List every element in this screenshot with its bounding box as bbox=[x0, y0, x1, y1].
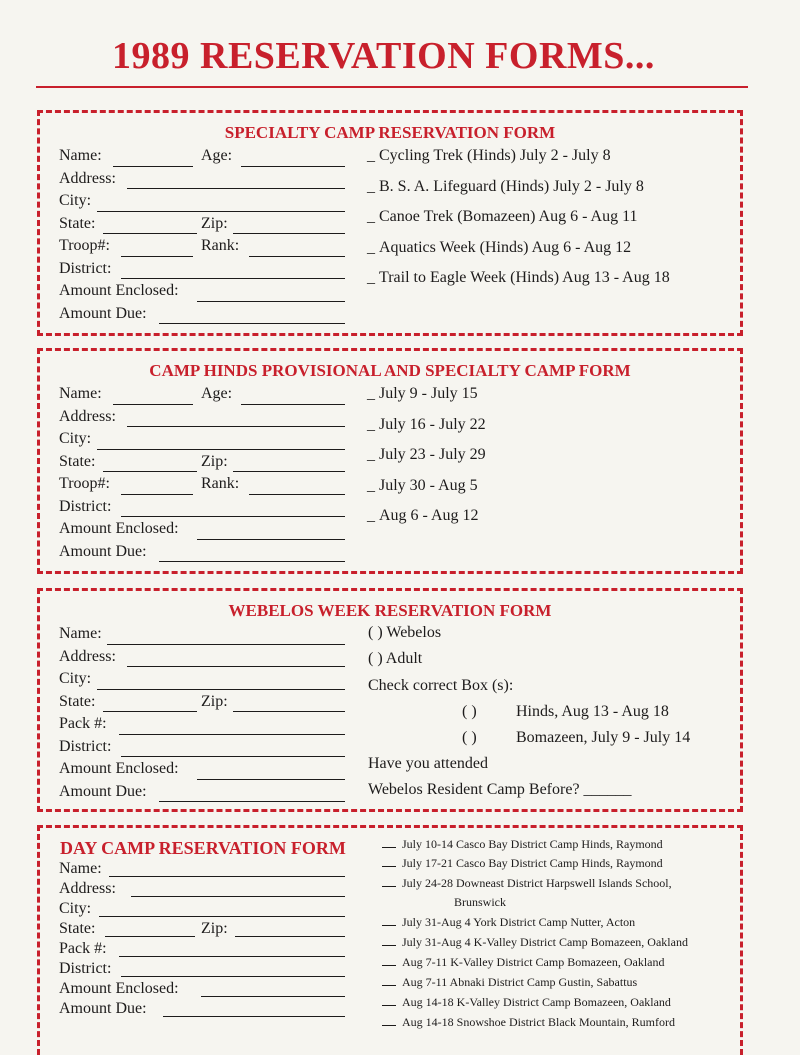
state-zip-row bbox=[59, 453, 359, 476]
city-label: City: bbox=[59, 192, 92, 209]
troop-rank-row bbox=[59, 475, 359, 498]
name-field[interactable] bbox=[107, 644, 345, 645]
amount-due-label: Amount Due: bbox=[59, 782, 147, 800]
age-field[interactable] bbox=[241, 166, 345, 167]
day-camp-option[interactable]: July 17-21 Casco Bay District Camp Hinds, Raymond bbox=[382, 856, 663, 871]
city-field[interactable] bbox=[97, 689, 345, 690]
district-row bbox=[59, 260, 359, 283]
address-field[interactable] bbox=[127, 188, 345, 189]
amount-enclosed-field[interactable] bbox=[197, 301, 345, 302]
day-camp-option[interactable]: Aug 7-11 K-Valley District Camp Bomazeen, Oakland bbox=[382, 955, 665, 970]
amount-due-label: Amount Due: bbox=[59, 542, 147, 560]
day-camp-form bbox=[37, 825, 743, 1055]
name-row bbox=[59, 625, 359, 648]
hinds-week-option[interactable]: _ July 30 - Aug 5 bbox=[367, 476, 478, 494]
name-field[interactable] bbox=[113, 166, 193, 167]
city-field[interactable] bbox=[97, 449, 345, 450]
pack-row bbox=[59, 715, 359, 738]
amount-enclosed-label: Amount Enclosed: bbox=[59, 760, 179, 777]
name-label: Name: bbox=[59, 147, 102, 164]
address-field[interactable] bbox=[131, 896, 345, 897]
page-title: 1989 RESERVATION FORMS... bbox=[112, 35, 655, 77]
attended-question-line1: Have you attended bbox=[368, 755, 488, 772]
address-field[interactable] bbox=[127, 426, 345, 427]
city-row bbox=[59, 192, 359, 215]
state-label: State: bbox=[59, 920, 96, 937]
pack-label: Pack #: bbox=[59, 715, 107, 732]
day-camp-option[interactable]: July 10-14 Casco Bay District Camp Hinds, Raymond bbox=[382, 837, 663, 852]
amount-due-label: Amount Due: bbox=[59, 304, 147, 322]
amount-due-field[interactable] bbox=[159, 323, 345, 324]
address-label: Address: bbox=[59, 880, 116, 897]
address-row bbox=[59, 648, 359, 671]
amount-due-row bbox=[59, 783, 359, 806]
amount-due-field[interactable] bbox=[159, 561, 345, 562]
district-row bbox=[59, 960, 359, 980]
age-label: Age: bbox=[201, 385, 233, 402]
age-label: Age: bbox=[201, 147, 233, 164]
troop-field[interactable] bbox=[121, 494, 193, 495]
state-zip-row bbox=[59, 215, 359, 238]
district-field[interactable] bbox=[121, 516, 345, 517]
state-field[interactable] bbox=[103, 471, 197, 472]
district-label: District: bbox=[59, 259, 112, 277]
name-field[interactable] bbox=[113, 404, 193, 405]
amount-due-field[interactable] bbox=[163, 1016, 345, 1017]
city-label: City: bbox=[59, 670, 92, 687]
specialty-options bbox=[367, 147, 737, 300]
day-camp-option[interactable]: Aug 14-18 Snowshoe District Black Mountain, Rumford bbox=[382, 1015, 675, 1030]
specialty-option[interactable]: _ Aquatics Week (Hinds) Aug 6 - Aug 12 bbox=[367, 238, 632, 256]
bomazeen-option-label: Bomazeen, July 9 - July 14 bbox=[516, 729, 691, 746]
address-field[interactable] bbox=[127, 666, 345, 667]
day-camp-option-continued: Brunswick bbox=[454, 895, 506, 909]
hinds-fields bbox=[59, 385, 359, 565]
address-label: Address: bbox=[59, 647, 116, 665]
amount-enclosed-row bbox=[59, 760, 359, 783]
day-camp-option[interactable]: July 31-Aug 4 K-Valley District Camp Bomazeen, Oakland bbox=[382, 935, 688, 950]
amount-due-row bbox=[59, 1000, 359, 1020]
district-row bbox=[59, 738, 359, 761]
amount-enclosed-label: Amount Enclosed: bbox=[59, 282, 179, 299]
amount-enclosed-field[interactable] bbox=[197, 539, 345, 540]
amount-enclosed-label: Amount Enclosed: bbox=[59, 520, 179, 537]
zip-label: Zip: bbox=[201, 214, 228, 232]
pack-label: Pack #: bbox=[59, 940, 107, 957]
name-field[interactable] bbox=[109, 876, 345, 877]
city-label: City: bbox=[59, 430, 92, 447]
city-row bbox=[59, 900, 359, 920]
hinds-week-option[interactable]: _ July 16 - July 22 bbox=[367, 415, 486, 433]
camp-hinds-form bbox=[37, 348, 743, 574]
hinds-option-label: Hinds, Aug 13 - Aug 18 bbox=[516, 703, 669, 720]
day-camp-form-title: DAY CAMP RESERVATION FORM bbox=[60, 838, 346, 858]
title-rule bbox=[36, 86, 748, 88]
hinds-week-option[interactable]: _ July 23 - July 29 bbox=[367, 446, 486, 463]
district-label: District: bbox=[59, 497, 112, 515]
zip-field[interactable] bbox=[233, 233, 345, 234]
hinds-week-option[interactable]: _ Aug 6 - Aug 12 bbox=[367, 507, 479, 524]
district-field[interactable] bbox=[121, 976, 345, 977]
specialty-camp-form bbox=[37, 110, 743, 336]
name-label: Name: bbox=[59, 860, 102, 877]
webelos-fields bbox=[59, 625, 359, 805]
amount-due-row bbox=[59, 305, 359, 328]
district-label: District: bbox=[59, 737, 112, 755]
rank-field[interactable] bbox=[249, 494, 345, 495]
amount-due-field[interactable] bbox=[159, 801, 345, 802]
day-camp-option[interactable]: Aug 14-18 K-Valley District Camp Bomazeen, Oakland bbox=[382, 995, 671, 1010]
amount-enclosed-row bbox=[59, 980, 359, 1000]
zip-label: Zip: bbox=[201, 920, 228, 937]
specialty-option[interactable]: _ B. S. A. Lifeguard (Hinds) July 2 - July 8 bbox=[367, 177, 644, 195]
district-row bbox=[59, 498, 359, 521]
state-label: State: bbox=[59, 214, 96, 232]
check-box-instruction: Check correct Box (s): bbox=[368, 677, 514, 694]
specialty-option[interactable]: _ Canoe Trek (Bomazeen) Aug 6 - Aug 11 bbox=[367, 208, 638, 225]
rank-label: Rank: bbox=[201, 475, 240, 492]
city-row bbox=[59, 670, 359, 693]
zip-field[interactable] bbox=[233, 471, 345, 472]
hinds-checkbox[interactable]: ( ) bbox=[462, 703, 477, 720]
troop-field[interactable] bbox=[121, 256, 193, 257]
name-label: Name: bbox=[59, 385, 102, 402]
zip-label: Zip: bbox=[201, 692, 228, 710]
zip-label: Zip: bbox=[201, 452, 228, 470]
address-label: Address: bbox=[59, 169, 116, 187]
city-field[interactable] bbox=[99, 916, 345, 917]
name-label: Name: bbox=[59, 625, 102, 642]
hinds-form-title: CAMP HINDS PROVISIONAL AND SPECIALTY CAMP FORM bbox=[149, 361, 631, 380]
amount-enclosed-field[interactable] bbox=[197, 779, 345, 780]
day-camp-option[interactable]: Aug 7-11 Abnaki District Camp Gustin, Sabattus bbox=[382, 975, 637, 990]
name-age-row bbox=[59, 385, 359, 408]
state-zip-row bbox=[59, 693, 359, 716]
hinds-week-option[interactable]: _ July 9 - July 15 bbox=[367, 385, 478, 402]
day-camp-option[interactable]: July 31-Aug 4 York District Camp Nutter, Acton bbox=[382, 915, 635, 930]
hinds-options bbox=[367, 385, 737, 538]
attended-question-line2[interactable]: Webelos Resident Camp Before? ______ bbox=[368, 781, 632, 798]
district-field[interactable] bbox=[121, 756, 345, 757]
troop-label: Troop#: bbox=[59, 237, 110, 254]
amount-enclosed-field[interactable] bbox=[201, 996, 345, 997]
state-field[interactable] bbox=[105, 936, 195, 937]
district-label: District: bbox=[59, 960, 112, 977]
day-camp-option[interactable]: July 24-28 Downeast District Harpswell Islands School, bbox=[382, 876, 672, 891]
specialty-form-title: SPECIALTY CAMP RESERVATION FORM bbox=[224, 123, 556, 142]
troop-label: Troop#: bbox=[59, 475, 110, 492]
state-field[interactable] bbox=[103, 711, 197, 712]
name-age-row bbox=[59, 147, 359, 170]
address-row bbox=[59, 880, 359, 900]
city-label: City: bbox=[59, 900, 92, 917]
pack-field[interactable] bbox=[119, 734, 345, 735]
state-field[interactable] bbox=[103, 233, 197, 234]
city-field[interactable] bbox=[97, 211, 345, 212]
troop-rank-row bbox=[59, 237, 359, 260]
adult-checkbox[interactable]: ( ) Adult bbox=[368, 650, 423, 667]
zip-field[interactable] bbox=[235, 936, 345, 937]
state-label: State: bbox=[59, 692, 96, 710]
day-camp-fields bbox=[59, 860, 359, 1020]
state-label: State: bbox=[59, 452, 96, 470]
amount-enclosed-row bbox=[59, 282, 359, 305]
webelos-week-form bbox=[37, 588, 743, 812]
name-row bbox=[59, 860, 359, 880]
address-row bbox=[59, 170, 359, 193]
bomazeen-checkbox[interactable]: ( ) bbox=[462, 729, 477, 746]
zip-field[interactable] bbox=[233, 711, 345, 712]
pack-row bbox=[59, 940, 359, 960]
city-row bbox=[59, 430, 359, 453]
specialty-option[interactable]: _ Trail to Eagle Week (Hinds) Aug 13 - Aug 18 bbox=[367, 269, 670, 286]
amount-due-label: Amount Due: bbox=[59, 1000, 147, 1017]
webelos-checkbox[interactable]: ( ) Webelos bbox=[368, 624, 442, 641]
specialty-fields bbox=[59, 147, 359, 327]
state-zip-row bbox=[59, 920, 359, 940]
amount-enclosed-label: Amount Enclosed: bbox=[59, 980, 179, 997]
age-field[interactable] bbox=[241, 404, 345, 405]
rank-label: Rank: bbox=[201, 237, 240, 254]
rank-field[interactable] bbox=[249, 256, 345, 257]
address-label: Address: bbox=[59, 407, 116, 425]
amount-enclosed-row bbox=[59, 520, 359, 543]
address-row bbox=[59, 408, 359, 431]
webelos-form-title: WEBELOS WEEK RESERVATION FORM bbox=[228, 601, 552, 620]
pack-field[interactable] bbox=[119, 956, 345, 957]
amount-due-row bbox=[59, 543, 359, 566]
district-field[interactable] bbox=[121, 278, 345, 279]
specialty-option[interactable]: _ Cycling Trek (Hinds) July 2 - July 8 bbox=[367, 147, 611, 164]
